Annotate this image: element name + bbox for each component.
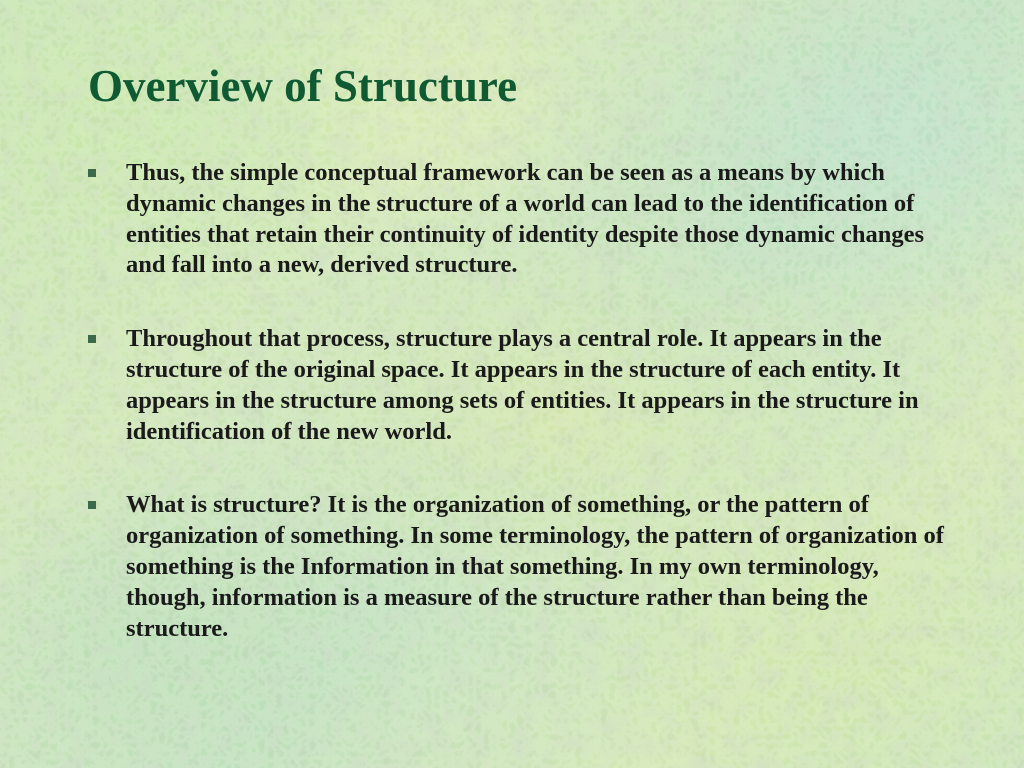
bullet-item: [88, 158, 948, 281]
bullet-text: Thus, the simple conceptual framework can be seen as a means by which dynamic changes in the structure of a world can lead to the identification of entities that retain their continuity of identity despite those dynamic changes and fall into a new, derived structure.: [126, 159, 925, 279]
bullet-item: [88, 324, 948, 447]
bullet-text: What is structure? It is the organization of something, or the pattern of organization of something. In some terminology, the pattern of organization of something is the Information in that something. In my own terminology, though, information is a measure of the structure rather than being the structure.: [126, 491, 944, 642]
square-bullet-icon: [88, 501, 96, 509]
bullet-list: [88, 158, 948, 687]
slide-title: Overview of Structure: [88, 61, 518, 111]
bullet-text: Throughout that process, structure plays a central role. It appears in the structure of the original space. It appears in the structure of each entity. It appears in the structure among sets of entities. It appears in the structure in identification of the new world.: [126, 325, 919, 445]
square-bullet-icon: [88, 169, 96, 177]
bullet-item: [88, 490, 948, 644]
square-bullet-icon: [88, 335, 96, 343]
